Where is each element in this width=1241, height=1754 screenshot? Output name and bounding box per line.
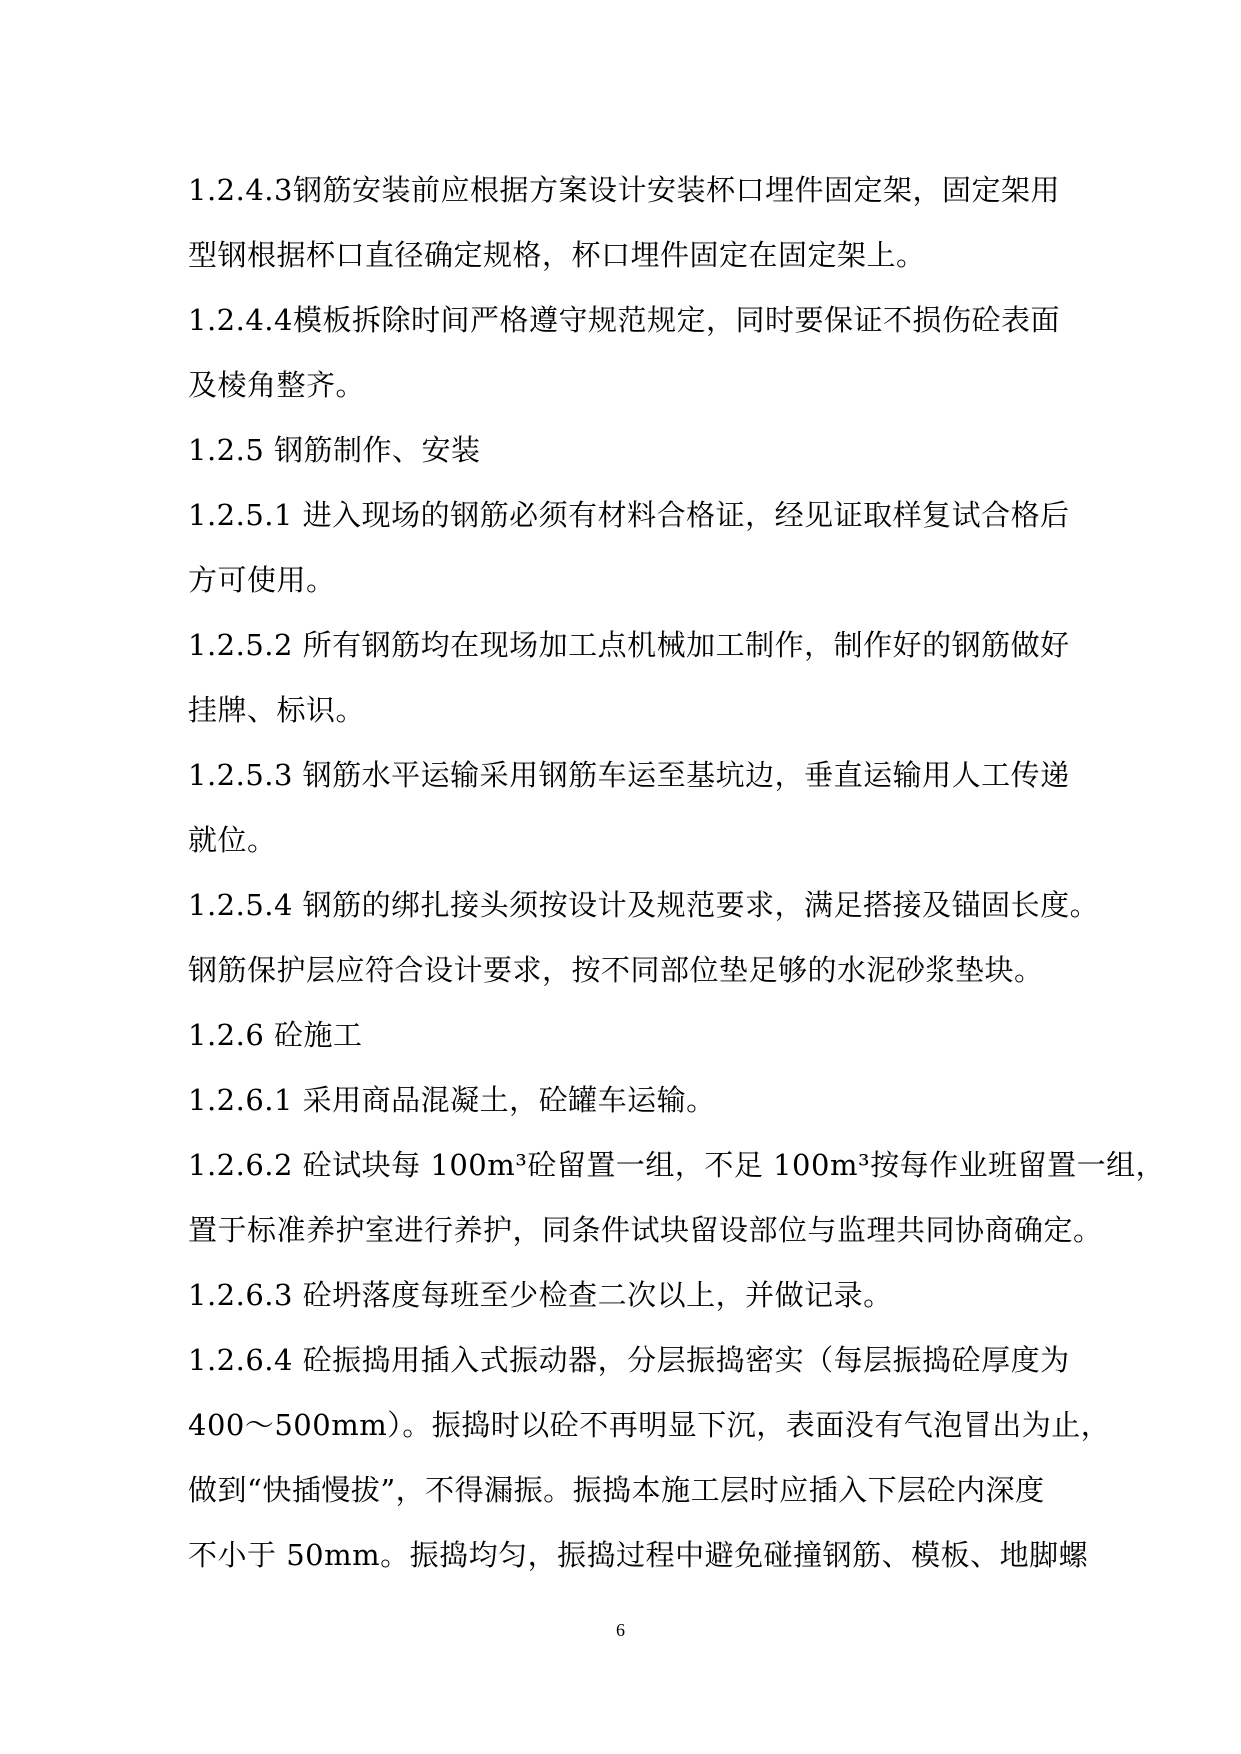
text-line: 1.2.4.4模板拆除时间严格遵守规范规定，同时要保证不损伤砼表面: [188, 303, 1060, 337]
section-heading: 1.2.6 砼施工: [188, 1018, 363, 1052]
page-number: 6: [616, 1620, 625, 1640]
text-line: 方可使用。: [188, 563, 336, 597]
text-line: 1.2.6.4 砼振捣用插入式振动器，分层振捣密实（每层振捣砼厚度为: [188, 1343, 1070, 1377]
text-line: 置于标准养护室进行养护，同条件试块留设部位与监理共同协商确定。: [188, 1213, 1103, 1247]
text-line: 1.2.5.3 钢筋水平运输采用钢筋车运至基坑边，垂直运输用人工传递: [188, 758, 1070, 792]
text-line: 1.2.5.4 钢筋的绑扎接头须按设计及规范要求，满足搭接及锚固长度。: [188, 888, 1100, 922]
text-line: 1.2.6.2 砼试块每 100m³砼留置一组，不足 100m³按每作业班留置一组，: [188, 1148, 1166, 1182]
text-line: 做到“快插慢拔”，不得漏振。振捣本施工层时应插入下层砼内深度: [188, 1473, 1045, 1507]
text-line: 就位。: [188, 823, 277, 857]
text-line: 1.2.6.1 采用商品混凝土，砼罐车运输。: [188, 1083, 716, 1117]
section-heading: 1.2.5 钢筋制作、安装: [188, 433, 481, 467]
text-line: 型钢根据杯口直径确定规格，杯口埋件固定在固定架上。: [188, 238, 926, 272]
text-line: 1.2.5.1 进入现场的钢筋必须有材料合格证，经见证取样复试合格后: [188, 498, 1070, 532]
text-line: 1.2.4.3钢筋安装前应根据方案设计安装杯口埋件固定架，固定架用: [188, 173, 1060, 207]
text-line: 1.2.6.3 砼坍落度每班至少检查二次以上，并做记录。: [188, 1278, 893, 1312]
body-text: [188, 158, 1166, 1588]
text-line: 1.2.5.2 所有钢筋均在现场加工点机械加工制作，制作好的钢筋做好: [188, 628, 1070, 662]
text-line: 不小于 50mm。振捣均匀，振捣过程中避免碰撞钢筋、模板、地脚螺: [188, 1538, 1089, 1572]
text-line: 钢筋保护层应符合设计要求，按不同部位垫足够的水泥砂浆垫块。: [188, 953, 1044, 987]
text-line: 挂牌、标识。: [188, 693, 366, 727]
text-line: 及棱角整齐。: [188, 368, 366, 402]
text-line: 400～500mm）。振捣时以砼不再明显下沉，表面没有气泡冒出为止，: [188, 1408, 1111, 1442]
